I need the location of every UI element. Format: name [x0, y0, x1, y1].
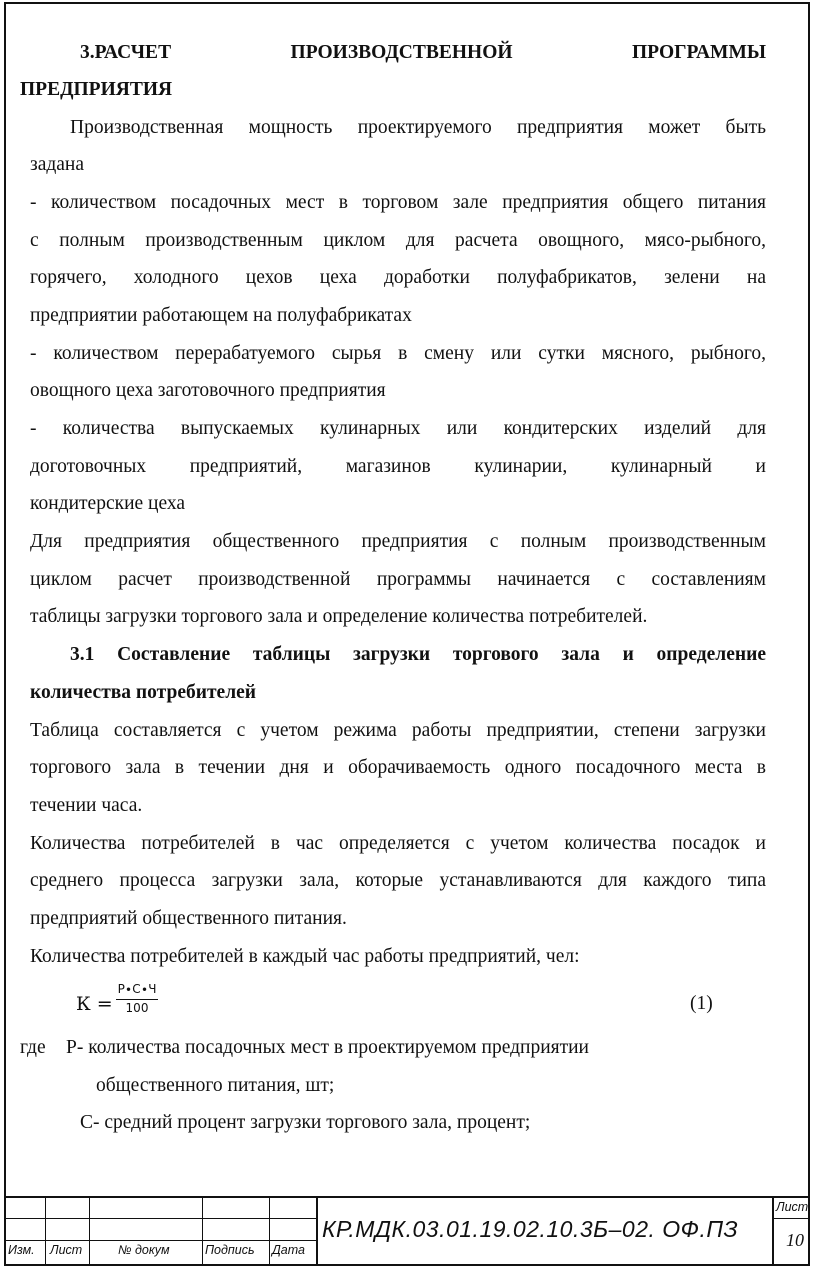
- stamp-col-date: Дата: [272, 1243, 305, 1257]
- formula-fraction: [112, 982, 162, 1016]
- item1-line-2: с полным производственным циклом для расчета овощного, мясо-рыбного,: [30, 230, 766, 251]
- item2-line-1: - количеством перерабатуемого сырья в смену или сутки мясного, рыбного,: [30, 343, 766, 364]
- definition-p-line-1: Р- количества посадочных мест в проектируемом предприятии: [66, 1037, 589, 1058]
- item3-line-3: кондитерские цеха: [30, 493, 186, 514]
- formula-numerator: Р∙С∙Ч: [117, 982, 157, 996]
- formula-denominator: 100: [125, 1001, 149, 1015]
- heading-word-1: 3.РАСЧЕТ: [80, 42, 172, 63]
- stamp-col-sign: Подпись: [205, 1243, 255, 1257]
- title-block: [4, 1196, 810, 1266]
- document-code: КР.МДК.03.01.19.02.10.3Б–02. ОФ.ПЗ: [322, 1216, 739, 1242]
- stamp-col-line-4: [269, 1196, 270, 1266]
- heading-line-2: ПРЕДПРИЯТИЯ: [20, 79, 173, 100]
- para1-line-2: циклом расчет производственной программы начинается с составлениям: [30, 569, 766, 590]
- para4-line-1: Количества потребителей в каждый час работы предприятий, чел:: [30, 946, 580, 967]
- stamp-col-izm: Изм.: [8, 1243, 35, 1257]
- stamp-col-line-3: [202, 1196, 203, 1266]
- para3-line-3: предприятий общественного питания.: [30, 908, 347, 929]
- item1-line-1: - количеством посадочных мест в торговом зале предприятия общего питания: [30, 192, 766, 213]
- where-label: где: [20, 1037, 46, 1058]
- stamp-col-line-5: [316, 1196, 318, 1266]
- stamp-top-border: [4, 1196, 810, 1198]
- heading-line-1: [80, 40, 766, 66]
- stamp-sheet-divider: [772, 1218, 810, 1219]
- para2-line-3: течении часа.: [30, 795, 143, 816]
- para1-line-1: Для предприятия общественного предприятия с полным производственным: [30, 531, 766, 552]
- para2-line-2: торгового зала в течении дня и оборачиваемость одного посадочного места в: [30, 757, 766, 778]
- stamp-col-line-1: [45, 1196, 46, 1266]
- formula-number: (1): [690, 993, 713, 1014]
- item3-line-2: доготовочных предприятий, магазинов кулинарии, кулинарный и: [30, 456, 766, 477]
- item3-line-1: - количества выпускаемых кулинарных или кондитерских изделий для: [30, 418, 766, 439]
- item1-line-3: горячего, холодного цехов цеха доработки полуфабрикатов, зелени на: [30, 267, 766, 288]
- sheet-number: 10: [786, 1230, 804, 1250]
- heading-word-3: ПРОГРАММЫ: [632, 42, 766, 63]
- para3-line-1: Количества потребителей в час определяется с учетом количества посадок и: [30, 833, 766, 854]
- sheet-label: Лист: [776, 1200, 809, 1214]
- subheading-line-2: количества потребителей: [30, 682, 257, 703]
- item2-line-2: овощного цеха заготовочного предприятия: [30, 380, 386, 401]
- item1-line-4: предприятии работающем на полуфабрикатах: [30, 305, 412, 326]
- intro-line-2: задана: [30, 154, 85, 175]
- stamp-col-list: Лист: [50, 1243, 83, 1257]
- definition-p-line-2: общественного питания, шт;: [96, 1075, 335, 1096]
- fraction-bar: [116, 999, 158, 1000]
- subheading-line-1: 3.1 Составление таблицы загрузки торгового зала и определение: [70, 644, 766, 665]
- intro-line-1: Производственная мощность проектируемого предприятия может быть: [70, 117, 766, 138]
- formula-lhs: К =: [76, 993, 113, 1015]
- para3-line-2: среднего процесса загрузки зала, которые устанавливаются для каждого типа: [30, 870, 766, 891]
- stamp-col-doc: № докум: [118, 1243, 170, 1257]
- para1-line-3: таблицы загрузки торгового зала и определение количества потребителей.: [30, 606, 648, 627]
- stamp-col-line-6: [772, 1196, 774, 1266]
- para2-line-1: Таблица составляется с учетом режима работы предприятии, степени загрузки: [30, 720, 766, 741]
- definition-c-line-1: С- средний процент загрузки торгового зала, процент;: [80, 1112, 531, 1133]
- stamp-col-line-2: [89, 1196, 90, 1266]
- heading-word-2: ПРОИЗВОДСТВЕННОЙ: [290, 42, 513, 63]
